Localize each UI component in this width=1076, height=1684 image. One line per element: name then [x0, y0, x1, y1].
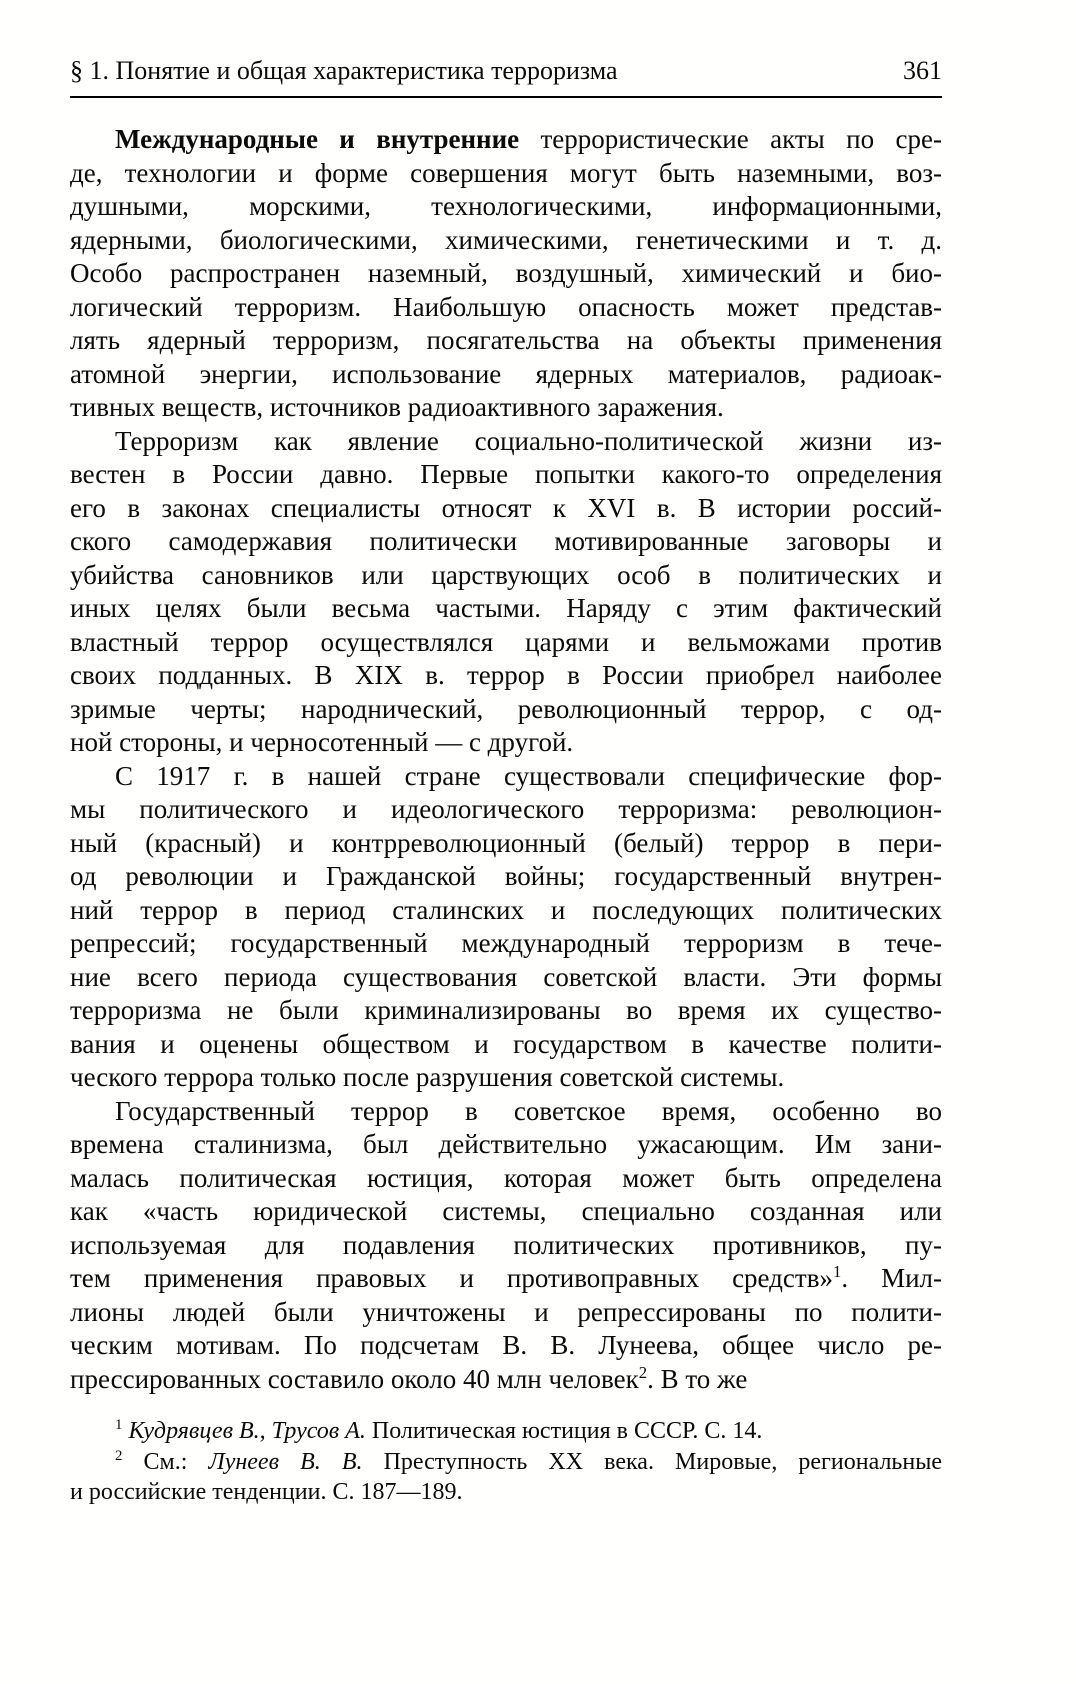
text-line: лять ядерный терроризм, посягательства на объекты применения	[70, 325, 942, 355]
text-line: репрессий; государственный международный терроризм в тече-	[70, 928, 942, 958]
text-line: лионы людей были уничтожены и репрессированы по полити-	[70, 1296, 942, 1327]
text-line: атомной энергии, использование ядерных материалов, радиоак-	[70, 358, 942, 389]
paragraph	[70, 425, 942, 760]
text-line: как «часть юридической системы, специально созданная или	[70, 1196, 942, 1226]
text-line: од революции и Гражданской войны; государственный внутрен-	[70, 861, 942, 891]
text-line: ной стороны, и черносотенный — с другой.	[70, 727, 574, 757]
text-line: ний террор в период сталинских и последующих политических	[70, 894, 942, 925]
text-line: вестен в России давно. Первые попытки какого-то определения	[70, 459, 942, 489]
text-line: его в законах специалисты относят к XVI в. В истории россий-	[70, 492, 942, 523]
section-title: § 1. Понятие и общая характеристика терроризма	[70, 56, 618, 85]
text-line: тивных веществ, источников радиоактивного заражения.	[70, 392, 724, 422]
text-line: ние всего периода существования советской власти. Эти формы	[70, 961, 942, 992]
text-line: малась политическая юстиция, которая может быть определена	[70, 1162, 942, 1193]
text-line: ческим мотивам. По подсчетам В. В. Лунеева, общее число ре-	[70, 1330, 942, 1360]
text-line: ный (красный) и контрреволюционный (белый) террор в пери-	[70, 827, 942, 858]
text-line: ческого террора только после разрушения советской системы.	[70, 1062, 785, 1092]
text-block	[70, 56, 942, 1508]
text-line: времена сталинизма, был действительно ужасающим. Им зани-	[70, 1129, 942, 1159]
text-line: ского самодержавия политически мотивированные заговоры и	[70, 526, 942, 556]
text-line: Особо распространен наземный, воздушный, химический и био-	[70, 258, 942, 288]
text-line: де, технологии и форме совершения могут быть наземными, воз-	[70, 157, 942, 188]
header-rule	[70, 96, 942, 98]
text-line: Терроризм как явление социально-политической жизни из-	[115, 425, 942, 456]
text-line: убийства сановников или царствующих особ в политических и	[70, 559, 942, 590]
running-header	[70, 56, 942, 86]
text-line: мы политического и идеологического терроризма: революцион-	[70, 794, 942, 824]
text-line: вания и оценены обществом и государством в качестве полити-	[70, 1028, 942, 1059]
footnote	[70, 1416, 942, 1447]
text-line: логический терроризм. Наибольшую опасность может представ-	[70, 291, 942, 322]
text-line: душными, морскими, технологическими, информационными,	[70, 191, 942, 221]
text-line: властный террор осуществлялся царями и вельможами против	[70, 626, 942, 657]
text-line: тем применения правовых и противоправных средств»$^1$. Мил-	[70, 1262, 943, 1293]
text-line: С 1917 г. в нашей стране существовали специфические фор-	[115, 760, 942, 791]
text-line: зримые черты; народнический, революционный террор, с од-	[70, 693, 942, 724]
page-number: 361	[903, 56, 942, 85]
footnote	[70, 1447, 942, 1508]
text-line: Государственный террор в советское время, особенно во	[115, 1095, 942, 1126]
text-line: терроризма не были криминализированы во время их существо-	[70, 995, 942, 1025]
footnotes-list	[70, 1416, 942, 1508]
paragraph	[70, 123, 942, 425]
text-line: и российские тенденции. С. 187—189.	[70, 1479, 463, 1505]
text-line: прессированных составило около 40 млн человек$^2$. В то же	[70, 1362, 748, 1394]
text-line: иных целях были весьма частыми. Наряду с этим фактический	[70, 593, 942, 623]
text-line: $^2$ См.: Лунеев В. В. Преступность XX века. Мировые, региональные	[115, 1447, 942, 1475]
paragraph	[70, 1095, 942, 1397]
text-line: используемая для подавления политических противников, пу-	[70, 1229, 942, 1260]
paragraph	[70, 760, 942, 1095]
text-line: ядерными, биологическими, химическими, генетическими и т. д.	[70, 224, 942, 255]
text-line: $^1$ Кудрявцев В., Трусов А. Политическая юстиция в СССР. С. 14.	[115, 1417, 763, 1444]
body-paragraphs	[70, 123, 942, 1396]
text-line: своих подданных. В XIX в. террор в России приобрел наиболее	[70, 660, 942, 690]
text-line: Международные и внутренние террористические акты по сре-	[115, 124, 942, 154]
